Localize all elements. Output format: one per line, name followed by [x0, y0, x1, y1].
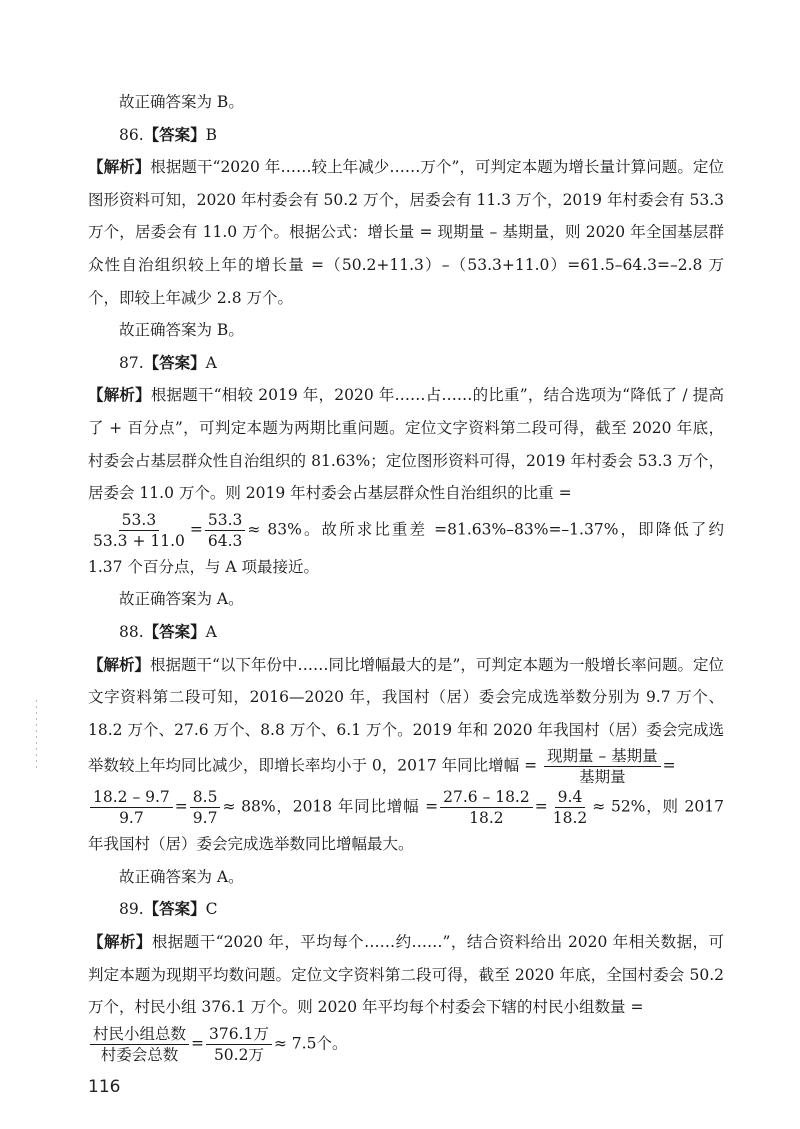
- q88-fraction-3: [90, 787, 173, 828]
- q88-growth-formula: [544, 746, 661, 787]
- q88-fraction-5-numerator: 27.6 – 18.2: [440, 787, 533, 808]
- equals-sign: =: [174, 797, 188, 816]
- q88-answer-tag: 【答案】: [143, 622, 206, 641]
- q88-fraction-5: [440, 787, 533, 828]
- q88-number: 88.: [119, 622, 144, 641]
- equals-sign: =: [534, 797, 548, 816]
- q89-fraction-7-numerator: 村民小组总数: [90, 1024, 189, 1045]
- q89-fraction-7-denominator: 村委会总数: [100, 1045, 179, 1064]
- q88-answer: A: [205, 622, 217, 641]
- q86-number: 86.: [119, 125, 144, 144]
- q89-answer-line: [88, 893, 724, 926]
- q87-fraction-1-denominator: 53.3 + 11.0: [93, 531, 185, 550]
- q88-fraction-6: [550, 787, 591, 828]
- q88-fraction-6-denominator: 18.2: [552, 809, 588, 828]
- q88-fraction-5-denominator: 18.2: [469, 809, 504, 828]
- q88-fraction-4-numerator: 8.5: [190, 787, 221, 808]
- q87-fraction-2-numerator: 53.3: [205, 510, 246, 531]
- q87-explanation: [88, 379, 724, 583]
- q88-formula-denominator: 基期量: [579, 768, 626, 787]
- q87-fraction-2: [205, 510, 246, 551]
- q89-answer-tag: 【答案】: [143, 900, 206, 919]
- q87-conclusion: 故正确答案为 A。: [119, 590, 244, 609]
- q89-answer: C: [205, 900, 218, 919]
- q88-explanation-tail: ≈ 52%，则 2017 年我国村（居）委会完成选举数同比增幅最大。: [88, 797, 724, 854]
- q87-explanation-tail: ≈ 83%。故所求比重差 =81.63%–83%=–1.37%，即降低了约 1.37 个百分点，与 A 项最接近。: [88, 520, 724, 576]
- q88-fraction-3-denominator: 9.7: [119, 809, 144, 828]
- equals-sign: =: [189, 520, 203, 539]
- q88-fraction-3-numerator: 18.2 – 9.7: [90, 787, 173, 808]
- q88-conclusion: 故正确答案为 A。: [119, 867, 244, 886]
- q87-fraction-2-denominator: 64.3: [207, 531, 243, 550]
- q89-fraction-8: [206, 1024, 272, 1065]
- q88-explanation: [88, 649, 724, 861]
- q88-explanation-text: 根据题干“以下年份中……同比增幅最大的是”，可判定本题为一般增长率问题。定位文字资料第二段可知，2016—2020 年，我国村（居）委会完成选举数分别为 9.7 万个、18.2 万个、27.6 万个、8.8 万个、6.1 万个。2019 年和 2020 年我国村（居）委会完成选举数较上年均同比减少，即增长率均小于 0，2017 年同比增幅 =: [88, 655, 724, 775]
- q89-fraction-8-numerator: 376.1万: [206, 1024, 272, 1045]
- q86-conclusion: 故正确答案为 B。: [119, 321, 244, 340]
- answer-explanations: [88, 86, 724, 1065]
- q87-fraction-1: [90, 510, 188, 551]
- q86-explanation-text: 根据题干“2020 年……较上年减少……万个”，可判定本题为增长量计算问题。定位图形资料可知，2020 年村委会有 50.2 万个，居委会有 11.3 万个，2019 年村委会有 53.3 万个，居委会有 11.0 万个。根据公式：增长量 = 现期量 – 基期量，则 2020 年全国基层群众性自治组织较上年的增长量 =（50.2+11.3）–（53.3+11.0）=61.5–64.3=–2.8 万个，即较上年减少 2.8 万个。: [88, 158, 724, 307]
- q86-answer: B: [205, 125, 218, 144]
- q88-fraction-4-denominator: 9.7: [192, 809, 218, 828]
- q85-conclusion: 故正确答案为 B。: [119, 93, 244, 111]
- q87-fraction-1-numerator: 53.3: [119, 510, 160, 531]
- q89-fraction-8-denominator: 50.2万: [213, 1045, 264, 1064]
- q88-answer-line: [88, 616, 724, 649]
- q86-explanation: [88, 151, 724, 314]
- q89-explanation-tail: ≈ 7.5个。: [273, 1034, 348, 1053]
- q86-answer-tag: 【答案】: [143, 125, 206, 144]
- q87-answer-line: [88, 347, 724, 380]
- q89-fraction-7: [90, 1024, 189, 1065]
- equals-sign: =: [191, 1034, 205, 1053]
- q87-answer-tag: 【答案】: [143, 353, 206, 372]
- q88-explanation-tag: 【解析】: [88, 655, 151, 674]
- q89-explanation-text: 根据题干“2020 年，平均每个……约……”，结合资料给出 2020 年相关数据，可判定本题为现期平均数问题。定位文字资料第二段可得，截至 2020 年底，全国村委会 50.2 万个，村民小组 376.1 万个。则 2020 年平均每个村委会下辖的村民小组数量 =: [88, 933, 724, 1017]
- q86-explanation-tag: 【解析】: [88, 158, 151, 177]
- q89-explanation-tag: 【解析】: [88, 933, 152, 952]
- equals-sign: =: [662, 756, 676, 775]
- q88-explanation-middle: ≈ 88%，2018 年同比增幅 =: [222, 797, 439, 816]
- q87-answer: A: [205, 353, 217, 372]
- q87-explanation-text: 根据题干“相较 2019 年，2020 年……占……的比重”，结合选项为“降低了 / 提高了 + 百分点”，可判定本题为两期比重问题。定位文字资料第二段可得，截至 2020 年底，村委会占基层群众性自治组织的 81.63%；定位图形资料可得，2019 年村委会 53.3 万个，居委会 11.0 万个。则 2019 年村委会占基层群众性自治组织的比重 =: [88, 386, 724, 503]
- q86-answer-line: [88, 119, 724, 152]
- page-number: 116: [88, 1077, 121, 1097]
- q89-explanation: [88, 926, 724, 1065]
- q89-number: 89.: [119, 900, 144, 919]
- q88-fraction-6-numerator: 9.4: [555, 787, 586, 808]
- q88-formula-numerator: 现期量 – 基期量: [544, 746, 661, 767]
- q88-fraction-4: [190, 787, 221, 828]
- margin-dotted-line: [36, 700, 37, 770]
- q87-explanation-tag: 【解析】: [88, 386, 151, 405]
- q87-number: 87.: [119, 353, 144, 372]
